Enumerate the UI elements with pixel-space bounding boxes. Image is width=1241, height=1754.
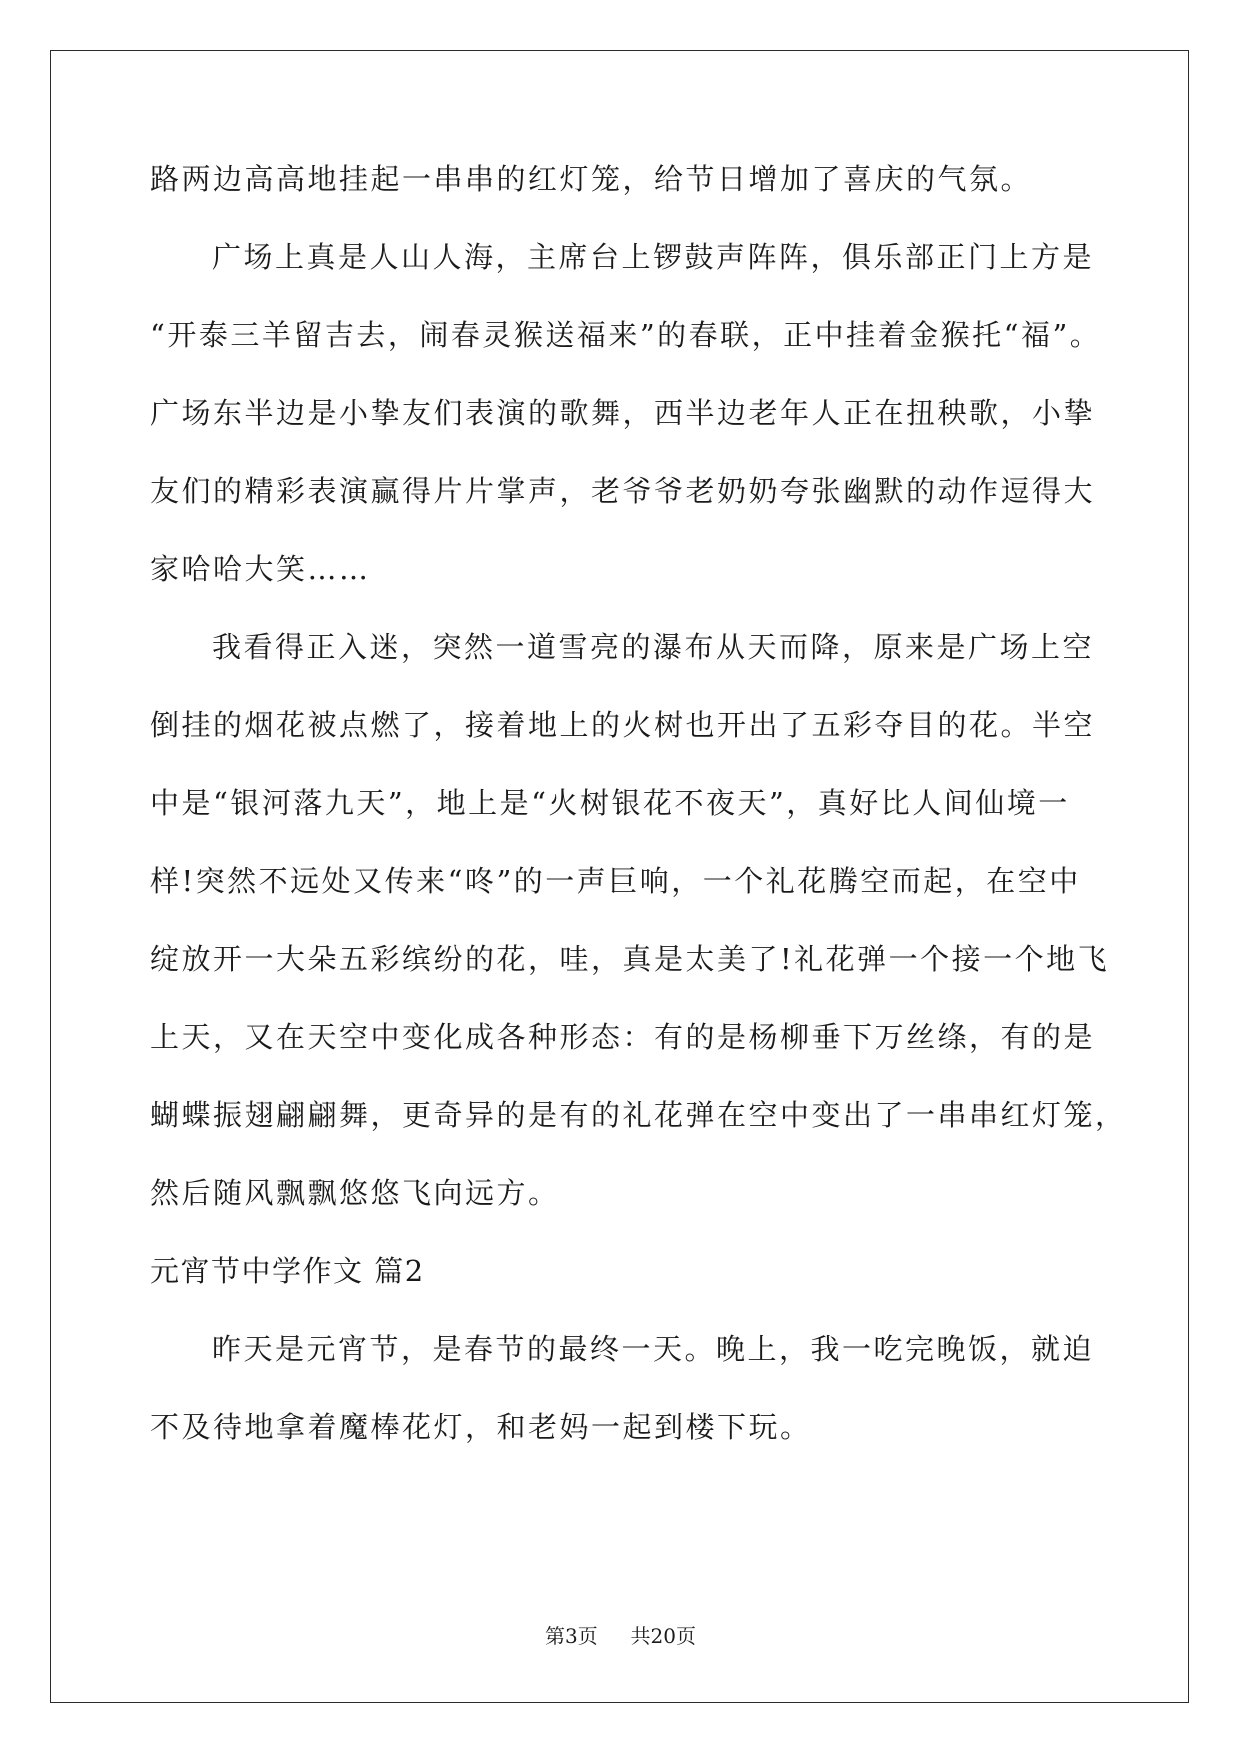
document-body (150, 160, 1127, 1486)
paragraph-start-line: 广场上真是人山人海，主席台上锣鼓声阵阵，俱乐部正门上方是 (212, 240, 1095, 274)
text-line: 倒挂的烟花被点燃了，接着地上的火树也开出了五彩夺目的花。半空 (150, 708, 1096, 742)
paragraph-start-line: 我看得正入迷，突然一道雪亮的瀑布从天而降，原来是广场上空 (212, 630, 1095, 664)
page-footer (0, 1620, 1241, 1649)
text-line: 不及待地拿着魔棒花灯，和老妈一起到楼下玩。 (150, 1410, 812, 1444)
text-line: 样!突然不远处又传来“咚”的一声巨响，一个礼花腾空而起，在空中 (150, 864, 1081, 898)
text-line: 然后随风飘飘悠悠飞向远方。 (150, 1176, 560, 1210)
text-line: 路两边高高地挂起一串串的红灯笼，给节日增加了喜庆的气氛。 (150, 162, 1033, 196)
text-line: 蝴蝶振翅翩翩舞，更奇异的是有的礼花弹在空中变出了一串串红灯笼， (150, 1098, 1127, 1132)
text-line: 广场东半边是小挚友们表演的歌舞，西半边老年人正在扭秧歌，小挚 (150, 396, 1096, 430)
text-line: “开泰三羊留吉去，闹春灵猴送福来”的春联，正中挂着金猴托“福”。 (150, 318, 1102, 352)
text-line: 家哈哈大笑…… (150, 552, 371, 586)
paragraph-start-line: 昨天是元宵节，是春节的最终一天。晚上，我一吃完晚饭，就迫 (212, 1332, 1095, 1366)
page-total: 共20页 (630, 1624, 696, 1648)
page-number: 第3页 (545, 1624, 598, 1648)
text-line: 中是“银河落九天”，地上是“火树银花不夜天”，真好比人间仙境一 (150, 786, 1070, 820)
section-heading: 元宵节中学作文 篇2 (150, 1254, 425, 1288)
text-line: 上天，又在天空中变化成各种形态：有的是杨柳垂下万丝绦，有的是 (150, 1020, 1096, 1054)
text-line: 绽放开一大朵五彩缤纷的花，哇，真是太美了!礼花弹一个接一个地飞 (150, 942, 1110, 976)
text-line: 友们的精彩表演赢得片片掌声，老爷爷老奶奶夸张幽默的动作逗得大 (150, 474, 1096, 508)
